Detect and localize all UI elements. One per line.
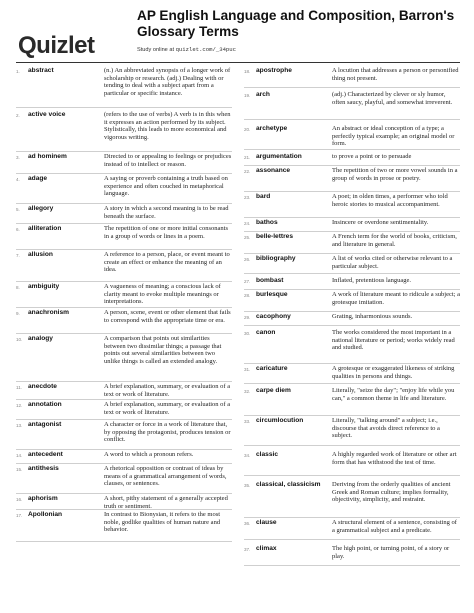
glossary-row: [16, 111, 232, 152]
row-number: 6.: [16, 227, 20, 232]
glossary-term: burlesque: [256, 291, 288, 298]
glossary-row: [244, 387, 460, 416]
glossary-row: [16, 205, 232, 224]
glossary-term: canon: [256, 329, 276, 336]
row-number: 13.: [16, 423, 23, 428]
glossary-term: climax: [256, 545, 277, 552]
glossary-term: allegory: [28, 205, 54, 212]
row-number: 23.: [244, 195, 251, 200]
glossary-term: arch: [256, 91, 270, 98]
glossary-row: [16, 401, 232, 420]
glossary-term: clause: [256, 519, 277, 526]
glossary-term: assonance: [256, 167, 291, 174]
glossary-term: belle-lettres: [256, 233, 294, 240]
glossary-row: [244, 545, 460, 566]
glossary-row: [244, 365, 460, 384]
glossary-term: circumlocution: [256, 417, 304, 424]
glossary-definition: A short, pithy statement of a generally accepted truth or sentiment.: [104, 495, 228, 510]
glossary-row: [16, 283, 232, 308]
row-number: 18.: [244, 69, 251, 74]
glossary-row: [16, 511, 232, 542]
row-number: 30.: [244, 331, 251, 336]
glossary-definition: Directed to or appealing to feelings or prejudices instead of to intellect or reason.: [104, 153, 232, 168]
row-number: 11.: [16, 385, 23, 390]
glossary-term: annotation: [28, 401, 62, 408]
row-number: 3.: [16, 155, 20, 160]
glossary-definition: A French term for the world of books, criticism, and literature in general.: [332, 233, 457, 248]
glossary-term: allusion: [28, 251, 53, 258]
row-number: 34.: [244, 453, 251, 458]
row-number: 32.: [244, 389, 251, 394]
glossary-term: ad hominem: [28, 153, 67, 160]
study-online-link[interactable]: quizlet.com/_34puc: [175, 46, 237, 53]
row-number: 1.: [16, 69, 20, 74]
glossary-row: [244, 519, 460, 540]
glossary-row: [244, 277, 460, 290]
glossary-definition: Inflated, pretentious language.: [332, 277, 412, 284]
row-number: 15.: [16, 467, 23, 472]
glossary-term: active voice: [28, 111, 66, 118]
glossary-term: ambiguity: [28, 283, 60, 290]
row-number: 2.: [16, 113, 20, 118]
glossary-term: bibliography: [256, 255, 296, 262]
row-number: 24.: [244, 221, 251, 226]
glossary-definition: Insincere or overdone sentimentality.: [332, 219, 429, 226]
glossary-term: classical, classicism: [256, 481, 321, 488]
glossary-definition: A character or force in a work of literature that, by opposing the protagonist, produces tension or conflict.: [104, 421, 231, 444]
glossary-row: [16, 335, 232, 382]
glossary-term: archetype: [256, 125, 288, 132]
glossary-definition: A saying or proverb containing a truth based on experience and often couched in metaphorical language.: [104, 175, 228, 198]
glossary-row: [244, 329, 460, 364]
glossary-definition: A structural element of a sentence, consisting of a grammatical subject and a predicate.: [332, 519, 457, 534]
glossary-definition: A brief explanation, summary, or evaluation of a text or work of literature.: [104, 401, 231, 416]
page-title: AP English Language and Composition, Barron's Glossary Terms: [137, 8, 455, 39]
glossary-definition: A rhetorical opposition or contrast of ideas by means of a grammatical arrangement of words, clauses, or sentences.: [104, 465, 227, 488]
glossary-row: [244, 125, 460, 150]
glossary-row: [16, 465, 232, 494]
glossary-definition: In contrast to Bionysian, it refers to the most noble, godlike qualities of human nature and behavior.: [104, 511, 221, 534]
glossary-term: apostrophe: [256, 67, 292, 74]
row-number: 7.: [16, 253, 20, 258]
glossary-row: [244, 451, 460, 476]
glossary-term: abstract: [28, 67, 54, 74]
row-number: 22.: [244, 169, 251, 174]
glossary-row: [16, 67, 232, 108]
glossary-definition: An abstract or ideal conception of a type; a perfectly typical example; an original model or form.: [332, 125, 455, 148]
glossary-definition: Grating, inharmonious sounds.: [332, 313, 413, 320]
glossary-definition: Literally, "talking around" a subject; i.e., discourse that avoids direct reference to a subject.: [332, 417, 440, 440]
glossary-row: [16, 383, 232, 400]
glossary-row: [16, 309, 232, 334]
glossary-definition: A list of works cited or otherwise relevant to a particular subject.: [332, 255, 453, 270]
glossary-row: [244, 153, 460, 166]
glossary-term: adage: [28, 175, 48, 182]
row-number: 17.: [16, 513, 23, 518]
glossary-definition: The repetition of two or more vowel sounds in a group of words in prose or poetry.: [332, 167, 458, 182]
glossary-term: analogy: [28, 335, 53, 342]
glossary-row: [16, 153, 232, 174]
glossary-row: [16, 175, 232, 204]
glossary-row: [16, 251, 232, 282]
page-header: [14, 6, 464, 66]
glossary-term: alliteration: [28, 225, 62, 232]
glossary-definition: (adj.) Characterized by clever or sly humor, often saucy, playful, and somewhat irreverent.: [332, 91, 453, 106]
row-number: 16.: [16, 497, 23, 502]
row-number: 31.: [244, 367, 251, 372]
glossary-definition: The repetition of one or more initial consonants in a group of words or lines in a poem.: [104, 225, 229, 240]
row-number: 12.: [16, 403, 23, 408]
row-number: 28.: [244, 293, 251, 298]
study-online-label: Study online at: [137, 47, 175, 53]
glossary-term: caricature: [256, 365, 288, 372]
glossary-definition: A brief explanation, summary, or evaluation of a text or work of literature.: [104, 383, 231, 398]
glossary-term: antithesis: [28, 465, 59, 472]
row-number: 37.: [244, 547, 251, 552]
glossary-definition: A work of literature meant to ridicule a subject; a grotesque imitation.: [332, 291, 460, 306]
glossary-term: anecdote: [28, 383, 57, 390]
row-number: 33.: [244, 419, 251, 424]
glossary-row: [244, 255, 460, 274]
glossary-definition: A highly regarded work of literature or other art form that has withstood the test of time.: [332, 451, 457, 466]
row-number: 14.: [16, 453, 23, 458]
glossary-row: [244, 219, 460, 232]
row-number: 4.: [16, 177, 20, 182]
glossary-term: cacophony: [256, 313, 291, 320]
glossary-term: bombast: [256, 277, 284, 284]
glossary-row: [244, 417, 460, 446]
glossary-row: [16, 451, 232, 464]
row-number: 21.: [244, 155, 251, 160]
glossary-definition: A comparison that points out similarities between two dissimilar things; a passage that points out several similarities between two unlike things is called an extended analogy.: [104, 335, 222, 365]
glossary-term: bathos: [256, 219, 278, 226]
glossary-definition: A reference to a person, place, or event meant to create an effect or enhance the meaning of an idea.: [104, 251, 230, 274]
glossary-definition: The high point, or turning point, of a story or play.: [332, 545, 450, 560]
glossary-definition: A locution that addresses a person or personified thing not present.: [332, 67, 459, 82]
glossary-definition: A word to which a pronoun refers.: [104, 451, 194, 458]
glossary-row: [244, 233, 460, 254]
row-number: 8.: [16, 285, 20, 290]
row-number: 35.: [244, 483, 251, 488]
row-number: 26.: [244, 257, 251, 262]
glossary-term: antecedent: [28, 451, 63, 458]
glossary-term: bard: [256, 193, 271, 200]
row-number: 29.: [244, 315, 251, 320]
glossary-definition: A grotesque or exaggerated likeness of striking qualities in persons and things.: [332, 365, 455, 380]
glossary-term: carpe diem: [256, 387, 291, 394]
glossary-row: [16, 421, 232, 450]
header-divider: [16, 62, 460, 63]
quizlet-logo: Quizlet: [18, 32, 95, 59]
row-number: 36.: [244, 521, 251, 526]
row-number: 9.: [16, 311, 20, 316]
glossary-term: classic: [256, 451, 278, 458]
glossary-term: Apollonian: [28, 511, 63, 518]
glossary-definition: The works considered the most important in a national literature or period; works widely read and studied.: [332, 329, 455, 352]
row-number: 27.: [244, 279, 251, 284]
glossary-row: [244, 67, 460, 88]
glossary-term: anachronism: [28, 309, 70, 316]
glossary-definition: to prove a point or to persuade: [332, 153, 412, 160]
glossary-definition: A poet; in olden times, a performer who told heroic stories to musical accompaniment.: [332, 193, 448, 208]
glossary-definition: A story in which a second meaning is to be read beneath the surface.: [104, 205, 229, 220]
glossary-row: [244, 291, 460, 312]
glossary-definition: (refers to the use of verbs) A verb is in this when it expresses an action performed by its subject. Stylistically, this leads to more economical and vigorous writing.: [104, 111, 231, 141]
row-number: 25.: [244, 235, 251, 240]
glossary-definition: Deriving from the orderly qualities of ancient Greek and Roman culture; implies formality, objectivity, simplicity, and restraint.: [332, 481, 451, 504]
glossary-term: antagonist: [28, 421, 62, 428]
row-number: 19.: [244, 93, 251, 98]
glossary-definition: (n.) An abbreviated synopsis of a longer work of scholarship or research. (adj.) Dealing with or tending to deal with a subject apart from a particular or specific instance.: [104, 67, 231, 97]
row-number: 10.: [16, 337, 23, 342]
glossary-term: aphorism: [28, 495, 58, 502]
glossary-definition: A vagueness of meaning; a conscious lack of clarity meant to evoke multiple meanings or interpretations.: [104, 283, 221, 306]
study-online-line: [137, 46, 236, 53]
glossary-row: [244, 481, 460, 518]
glossary-row: [244, 167, 460, 192]
glossary-definition: A person, scene, event or other element that fails to correspond with the appropriate time or era.: [104, 309, 231, 324]
row-number: 5.: [16, 207, 20, 212]
glossary-row: [244, 91, 460, 120]
glossary-definition: Literally, "seize the day"; "enjoy life while you can," a common theme in life and literature.: [332, 387, 455, 402]
glossary-term: argumentation: [256, 153, 302, 160]
glossary-row: [244, 313, 460, 326]
glossary-row: [16, 495, 232, 510]
row-number: 20.: [244, 127, 251, 132]
glossary-row: [244, 193, 460, 218]
glossary-row: [16, 225, 232, 250]
